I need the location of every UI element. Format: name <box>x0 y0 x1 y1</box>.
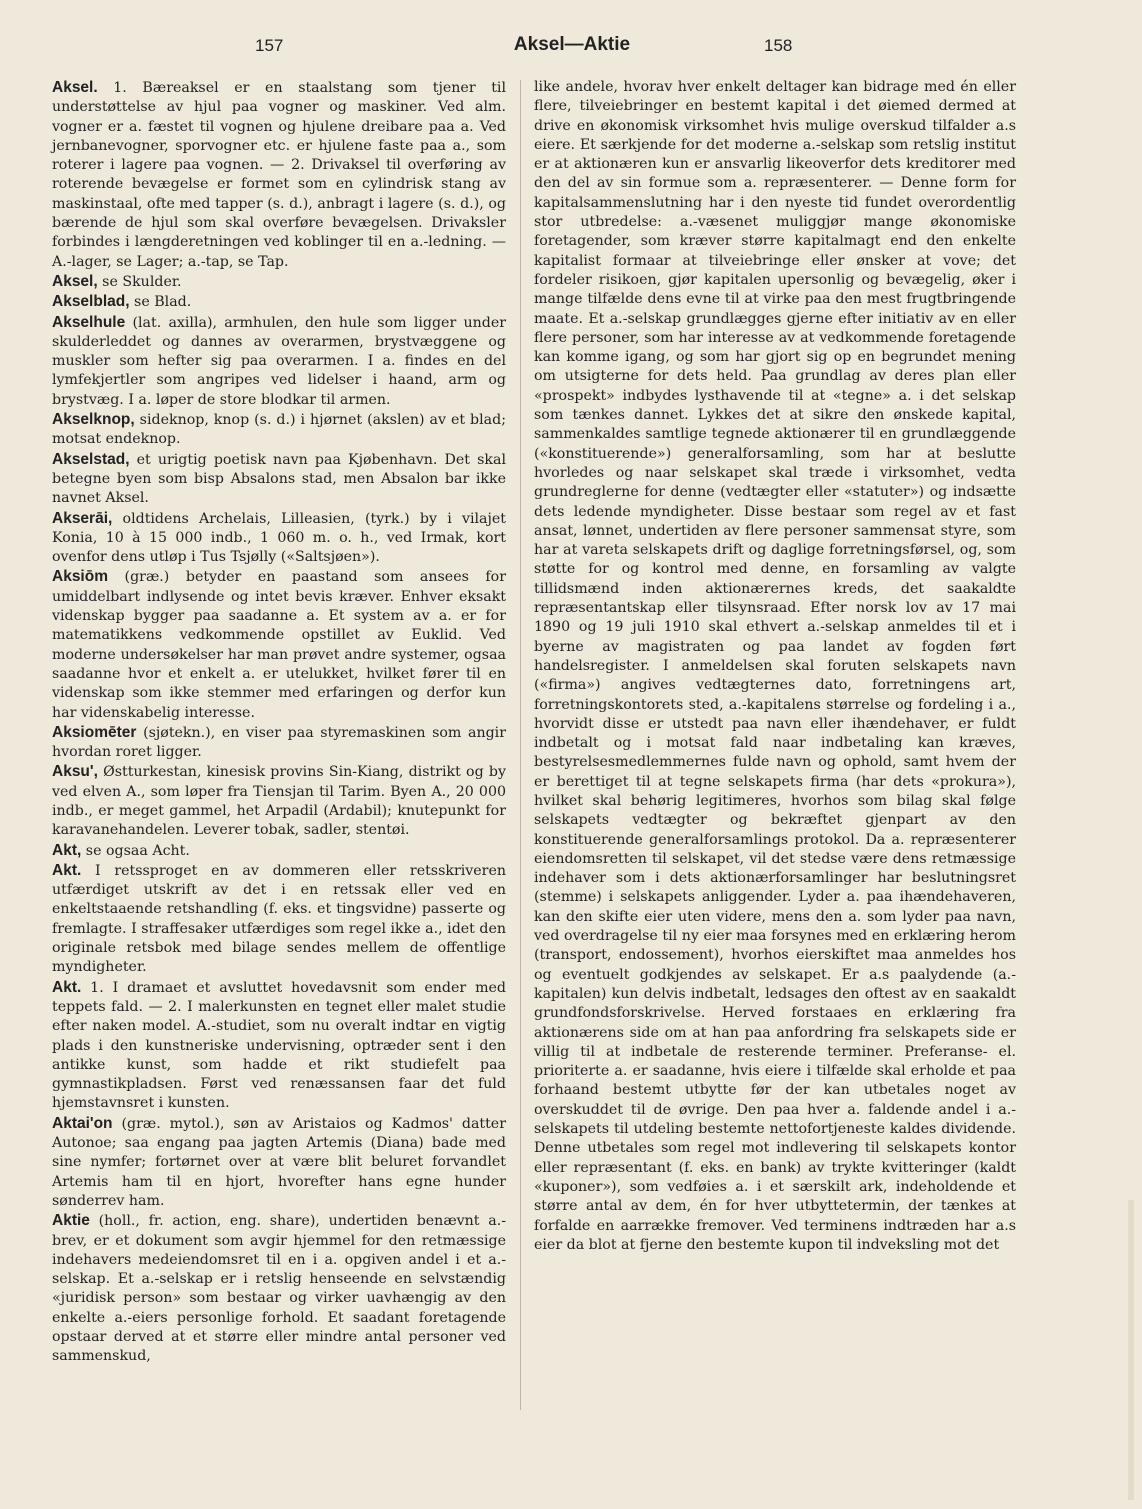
entry-akserai <box>52 509 506 568</box>
entry-text: se Skulder. <box>97 273 182 290</box>
headword: Aktai'on <box>52 1114 113 1132</box>
entry-text: 1. Bæreaksel er en staalstang som tjener til understøttelse av hjul paa vogner og maskiner. Ved alm. vogner er a. fæstet til vognen og hjulene dreibare paa a. Ved jernbanevogner, sporvogner etc. er hjulene faste paa a., som roterer i lagere paa vognen. — 2. Drivaksel til overføring av roterende bevægelse er formet som en cylindrisk stang av maskinstaal, ofte med tapper (s. d.), anbragt i lagere (s. d.), og bærende de hjul som skal overføre bevægelsen. Drivaksler forbindes i længderetningen ved koblinger til en a.-ledning. — A.-lager, se Lager; a.-tap, se Tap. <box>52 80 506 270</box>
headword: Aksel, <box>52 272 98 290</box>
entry-text: se Blad. <box>129 294 192 311</box>
entry-aksiom <box>52 567 506 722</box>
headword: Akt. <box>52 861 82 879</box>
headword: Aksiomēter <box>52 723 137 741</box>
entry-akselhule <box>52 313 506 410</box>
entry-aksu <box>52 762 506 840</box>
entry-text: (lat. axilla), armhulen, den hule som ligger under skulderleddet og dannes av overarmen, brystvæggene og muskler som hefter sig paa overarmen. I a. findes en del lymfekjertler som angripes ved lidelser i haand, arm og brystvæg. I a. løper de store blodkar til armen. <box>52 314 506 408</box>
entry-text: I retssproget en av dommeren eller retsskriveren utfærdiget utskrift av det i en retssak eller ved en enkeltstaaende retshandling (f. eks. et tingsvidne) passerte og fremlagte. I straffesaker utfærdiges som regel ikke a., idet den originale retsbok med bilage sendes mellem de offentlige myndigheter. <box>52 862 506 976</box>
headword: Akt, <box>52 841 82 859</box>
entry-aksel-2 <box>52 272 506 292</box>
headword: Aksiōm <box>52 568 108 586</box>
headword: Akserāi, <box>52 509 113 527</box>
entry-akt-2 <box>52 861 506 978</box>
column-divider <box>520 80 521 1410</box>
headword: Aksel. <box>52 79 98 96</box>
headword: Akselblad, <box>52 293 130 311</box>
page-number-left: 157 <box>255 36 284 55</box>
entry-aktie <box>52 1211 506 1366</box>
entry-aktaion <box>52 1114 506 1211</box>
entry-text: Østturkestan, kinesisk provins Sin-Kiang, distrikt og by ved elven A., som løper fra Tiensjan til Tarim. Byen A., 20 000 indb., er meget gammel, het Arpadil (Ardabil); knutepunkt for karavanehandelen. Leverer tobak, sadler, stentøi. <box>52 764 506 839</box>
page-number-right: 158 <box>764 36 793 55</box>
entry-aksel-1 <box>52 78 506 272</box>
headword: Akselhule <box>52 313 126 331</box>
entry-akselstad <box>52 450 506 509</box>
entry-aktie-continued: like andele, hvorav hver enkelt deltager kan bidrage med én eller flere, tilveiebringer en bestemt kapital i det øiemed dermed at drive en økonomisk virksomhet hvis mulige overskud tilfalder a.s eiere. Et særkjende for det moderne a.-selskap som retslig institut er at aktionæren kun er ansvarlig likeoverfor dets kreditorer med den del av sin formue som a. repræsenterer. — Denne form for kapitalsammenslutning har i den nyeste tid fundet overordentlig stor utbredelse: a.-væsenet muliggjør mange økonomiske foretagender, som kræver større kapitalmagt end den enkelte kapitalist formaar at tilveiebringe eller ønsker at vove; det fordeler risikoen, gjør kapitalen upersonlig og bevægelig, øker i mange tilfælde dens evne til at virke paa den mest frugtbringende maate. Et a.-selskap grundlægges gjerne efter initiativ av en eller flere personer, som har interesse av at vedkommende foretagende kan komme igang, og som har gjort sig op en begrundet mening om utsigterne for dets held. Paa grundlag av deres plan eller «prospekt» indbydes lysthavende til at «tegne» a. i det selskap som tænkes dannet. Lykkes det at sikre den ønskede kapital, sammenkaldes samtlige tegnede aktionærer til en grundlæggende («konstituerende») generalforsamling, som har at beslutte hvorledes og naar selskapet skal træde i virksomhet, vedta grundreglerne for denne (vedtægter eller «statuter») og indsætte dets ledende myndigheter. Disse bestaar som regel av et fast ansat, lønnet, undertiden av flere personer sammensat styre, som har at vareta selskapets drift og daglige forretningsførsel, og, som støtte for og kontrol med denne, en forsamling av valgte tillidsmænd inden aktionærernes kreds, det saakaldte repræsentantskap eller tilsynsraad. Efter norsk lov av 17 mai 1890 og 19 juli 1910 skal ethvert a.-selskap anmeldes til et i byerne av magistraten og paa landet av fogden ført handelsregister. I anmeldelsen skal foruten selskapets navn («firma») angives vedtægternes dato, forretningens art, forretningskontorets sted, a.-kapitalens størrelse og fordeling i a., hvorvidt disse er utstedt paa navn eller ihændehaver, er fuldt indbetalt og i motsat fald naar indbetaling kan kræves, bestyrelsesmedlemmernes fulde navn og ophold, samt hvem der er berettiget til at tegne selskapets firma (har dets «prokura»), hvilket skal behørig legitimeres, hvorhos som bilag skal følge selskapets vedtægter og bekræftet gjenpart av den konstituerende generalforsamlings protokol. Da a. repræsenterer eiendomsretten til selskapet, vil det stedse være dens retmæssige indehaver som i dets aktionærforsamlinger har beslutningsret (stemme) i selskapets anliggender. Lyder a. paa ihændehaveren, kan den skifte eier uten videre, mens den a. som lyder paa navn, ved overdragelse til ny eier maa forsynes med en erklæring herom (transport, endossement), hvorhos eierskiftet maa anmeldes hos og eventuelt godkjendes av selskapet. Er a.s paalydende (a.-kapitalen) kun delvis indbetalt, ledsages den oftest av en saakaldt grundfondsforskrivelse. Herved forstaaes en erklæring fra aktionærens side om at han paa anfordring fra selskapets side er villig til at indbetale de resterende terminer. Preferanse- el. prioriterte a. er saadanne, hvis eiere i tilfælde skal erholde et paa forhaand bestemt utbytte før der kan utbetales noget av overskuddet til de øvrige. Den paa hver a. faldende andel i a.-selskapets til utdeling bestemte nettofortjeneste kaldes dividende. Denne utbetales som regel mot indlevering til selskapets kontor eller repræsentant (f. eks. en bank) av trykte kvitteringer (kaldt «kuponer»), som vedføies a. i et særskilt ark, indeholdende et større antal av dem, én for hver utbyttetermin, der tænkes at forfalde en aarrække fremover. Ved terminens indtræden har a.s eier da blot at fjerne den bestemte kupon til indveksling mot det <box>534 79 1016 1253</box>
entry-text: 1. I dramaet et avsluttet hovedavsnit som ender med teppets fald. — 2. I malerkunsten en tegnet eller malet studie efter naken model. A.-studiet, som nu overalt indtar en vigtig plads i den kunstneriske undervisning, optræder sent i den antikke kunst, som hadde et rikt studiefelt paa gymnastikpladsen. Først ved renæssansen faar det fuld hjemstavnsret i kunsten. <box>52 979 506 1112</box>
entry-aksiometer <box>52 723 506 763</box>
entry-text: (græ.) betyder en paastand som ansees for umiddelbart indlysende og intet bevis kræver. Enhver eksakt videnskap bygger paa saadanne a. Et system av a. er for matematikkens vedkommende opstillet av Euklid. Ved moderne undersøkelser har man prøvet andre systemer, ogsaa saadanne hvor et enkelt a. er utelukket, hvilket fører til en videnskap som ikke stemmer med erfaringen og derfor kun har videnskabelig interesse. <box>52 569 506 721</box>
headword: Akt. <box>52 978 82 996</box>
entry-akselknop <box>52 410 506 450</box>
right-column <box>534 78 1016 1255</box>
entry-text: sideknop, knop (s. d.) i hjørnet (akslen) av et blad; motsat endeknop. <box>52 412 506 448</box>
headword: Akselknop, <box>52 411 135 429</box>
entry-akt-3 <box>52 978 506 1114</box>
headword: Aktie <box>52 1212 90 1230</box>
entry-text: se ogsaa Acht. <box>81 842 190 859</box>
page-header <box>52 36 1088 60</box>
entry-akselblad <box>52 292 506 312</box>
entry-text: (sjøtekn.), en viser paa styremaskinen som angir hvordan roret ligger. <box>52 724 506 761</box>
entry-text: (holl., fr. action, eng. share), undertiden benævnt a.-brev, er et dokument som avgir hjemmel for den retmæssige indehavers medeiendomsret til en i a. opgiven andel i et a.-selskap. Et a.-selskap er i retslig henseende en selvstændig «juridisk person» som bestaar og virker uavhængig av den enkelte a.-eiers personlige forhold. Et saadant foretagende opstaar derved at et større eller mindre antal personer ved sammenskud, <box>52 1213 506 1365</box>
entry-text: et urigtig poetisk navn paa Kjøbenhavn. Det skal betegne byen som bisp Absalons stad, men Absalon bar ikke navnet Aksel. <box>52 451 506 507</box>
entry-text: oldtidens Archelais, Lilleasien, (tyrk.) by i vilajet Konia, 10 à 15 000 indb., 1 060 m. o. h., ved Irmak, kort ovenfor dens utløp i Tus Tsjølly («Saltsjøen»). <box>52 510 506 566</box>
page-edge <box>1128 1200 1134 1500</box>
running-title: Aksel—Aktie <box>513 34 631 55</box>
headword: Aksu', <box>52 763 98 781</box>
headword: Akselstad, <box>52 450 130 468</box>
entry-text: (græ. mytol.), søn av Aristaios og Kadmos' datter Autonoe; saa engang paa jagten Artemis (Diana) bade med sine nymfer; fortørnet over at være blit beluret forvandlet Artemis ham til en hjort, hvorefter hans egne hunder sønderrev ham. <box>52 1115 506 1209</box>
left-column <box>52 78 506 1367</box>
entry-akt-1 <box>52 841 506 861</box>
